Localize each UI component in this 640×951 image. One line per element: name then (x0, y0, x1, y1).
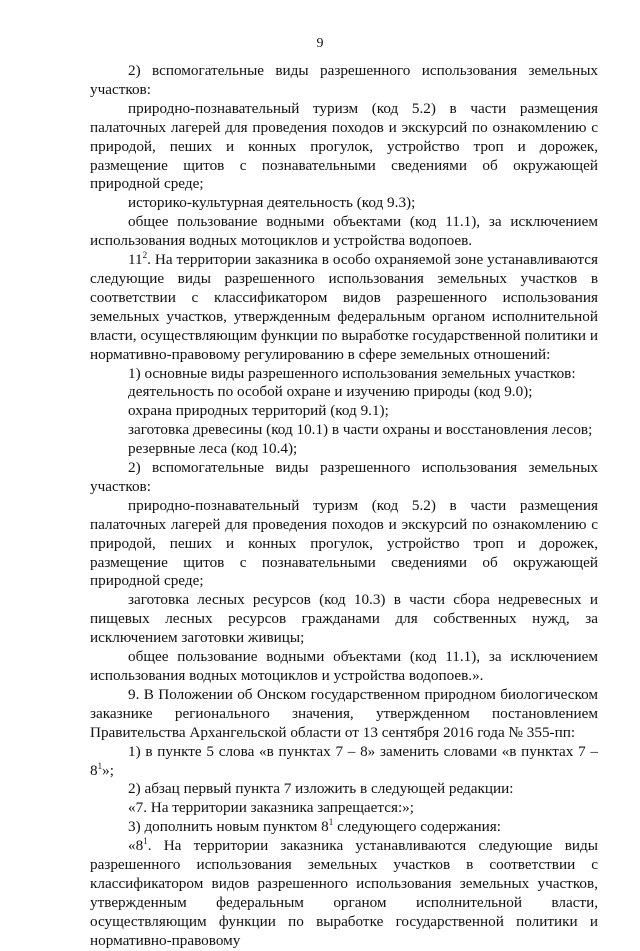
paragraph: заготовка лесных ресурсов (код 10.3) в части сбора недревесных и пищевых лесных ресурсов гражданами для собственных нужд, за исключением заготовки живицы; (90, 591, 598, 647)
paragraph: общее пользование водными объектами (код 11.1), за исключением использования водных мотоциклов и устройства водопоев. (90, 213, 598, 250)
paragraph-text: . На территории заказника в особо охраняемой зоне устанавливаются следующие виды разрешенного использования земельных участков в соответствии с классификатором видов разрешенного использования земельных участков, утвержденным федеральным органом исполнительной власти, осуществляющим функции по выработке государственной политики и нормативно-правовому регулированию в сфере земельных отношений: (90, 251, 598, 363)
paragraph-text: 1) в пункте 5 слова «в пунктах 7 – 8» заменить словами «в пунктах 7 – 8 (90, 742, 598, 779)
superscript: 2 (142, 250, 148, 261)
superscript: 1 (97, 760, 103, 771)
paragraph (90, 837, 598, 950)
paragraph: общее пользование водными объектами (код 11.1), за исключением использования водных мотоциклов и устройства водопоев.». (90, 648, 598, 684)
paragraph: деятельность по особой охране и изучению природы (код 9.0); (128, 383, 533, 401)
paragraph-number: «8 (128, 837, 144, 855)
page-number: 9 (316, 36, 324, 51)
paragraph-text: 3) дополнить новым пунктом 8 (128, 818, 329, 836)
superscript: 1 (143, 836, 148, 847)
paragraph-text: следующего содержания: (333, 818, 501, 836)
paragraph-number: 11 (128, 251, 143, 269)
paragraph: заготовка древесины (код 10.1) в части охраны и восстановления лесов; (128, 421, 593, 439)
paragraph: резервные леса (код 10.4); (128, 440, 298, 458)
paragraph-text: . На территории заказника устанавливаются следующие виды разрешенного использования земельных участков в соответствии с классификатором видов разрешенного использования земельных участков, утвержденным федеральным органом исполнительной власти, осуществляющим функции по выработке государственной политики и нормативно-правовому (90, 837, 598, 949)
document-body (90, 62, 598, 951)
paragraph (90, 818, 598, 837)
paragraph: 2) вспомогательные виды разрешенного использования земельных участков: (90, 459, 598, 495)
paragraph (90, 251, 598, 364)
paragraph: 2) абзац первый пункта 7 изложить в следующей редакции: (128, 780, 514, 798)
paragraph-text: »; (102, 761, 114, 779)
paragraph: 2) вспомогательные виды разрешенного использования земельных участков: (90, 62, 598, 98)
paragraph: «7. На территории заказника запрещается:»; (128, 799, 414, 817)
paragraph: 9. В Положении об Онском государственном природном биологическом заказнике регионального значения, утвержденном постановлением Правительства Архангельской области от 13 сентября 2016 года № 355-пп: (90, 685, 598, 741)
superscript: 1 (328, 817, 334, 828)
paragraph (90, 743, 598, 781)
paragraph: природно-познавательный туризм (код 5.2) в части размещения палаточных лагерей для проведения походов и экскурсий по ознакомлению с природой, пеших и конных прогулок, устройство троп и дорожек, размещение щитов с познавательными сведениями об окружающей природной среде; (90, 99, 598, 193)
paragraph: 1) основные виды разрешенного использования земельных участков: (128, 364, 576, 382)
paragraph: историко-культурная деятельность (код 9.3); (128, 194, 416, 212)
paragraph: охрана природных территорий (код 9.1); (128, 402, 389, 420)
paragraph: природно-познавательный туризм (код 5.2) в части размещения палаточных лагерей для проведения походов и экскурсий по ознакомлению с природой, пеших и конных прогулок, устройство троп и дорожек, размещение щитов с познавательными сведениями об окружающей природной среде; (90, 496, 598, 590)
